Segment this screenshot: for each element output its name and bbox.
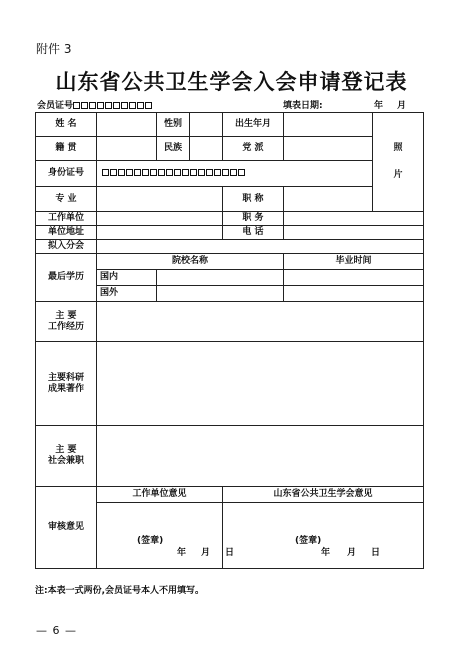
social-position-label (36, 426, 97, 487)
id-card-label: 身份证号 (36, 161, 97, 187)
society-opinion-area[interactable] (223, 503, 424, 569)
ethnic-value[interactable] (190, 137, 223, 161)
research-label-1: 主要科研 (47, 372, 84, 383)
domestic-school-value[interactable] (157, 270, 284, 286)
branch-label: 拟入分会 (36, 240, 97, 254)
position-label: 职 务 (223, 212, 284, 226)
research-value[interactable] (97, 342, 424, 426)
research-label (36, 342, 97, 426)
major-value[interactable] (97, 187, 223, 212)
work-experience-label (36, 302, 97, 342)
abroad-grad-value[interactable] (284, 286, 424, 302)
social-position-value[interactable] (97, 426, 424, 487)
social-position-label-2: 社会兼职 (47, 456, 84, 466)
fill-date-year: 年 (374, 101, 384, 111)
attachment-label: 附件 3 (36, 42, 72, 56)
unit-seal-label: (签章) (137, 535, 164, 546)
gender-label: 性别 (157, 113, 190, 137)
society-seal-label: (签章) (295, 535, 322, 546)
unit-address-value[interactable] (97, 226, 223, 240)
work-experience-label-1: 主 要 (55, 310, 77, 321)
member-number-field (37, 98, 153, 111)
abroad-label: 国外 (97, 286, 157, 302)
native-value[interactable] (97, 137, 157, 161)
unit-address-label: 单位地址 (36, 226, 97, 240)
abroad-school-value[interactable] (157, 286, 284, 302)
unit-opinion-header: 工作单位意见 (97, 487, 223, 503)
party-label: 党 派 (223, 137, 284, 161)
work-experience-value[interactable] (97, 302, 424, 342)
name-value[interactable] (97, 113, 157, 137)
member-number-label: 会员证号 (37, 101, 74, 111)
footnote: 注:本表一式两份,会员证号本人不用填写。 (35, 586, 205, 596)
application-form-table (35, 112, 424, 569)
form-title: 山东省公共卫生学会入会申请登记表 (55, 69, 408, 94)
name-label: 姓 名 (36, 113, 97, 137)
native-label: 籍 贯 (36, 137, 97, 161)
birth-value[interactable] (284, 113, 373, 137)
position-value[interactable] (284, 212, 424, 226)
title-label: 职 称 (223, 187, 284, 212)
education-label: 最后学历 (36, 254, 97, 302)
member-number-boxes (73, 101, 153, 111)
page-number: — 6 — (36, 624, 77, 637)
research-label-2: 成果著作 (47, 383, 84, 394)
work-unit-label: 工作单位 (36, 212, 97, 226)
society-day-label: 日 (371, 547, 381, 558)
fill-date-month: 月 (397, 101, 407, 111)
unit-opinion-area[interactable] (97, 503, 235, 569)
unit-month-label: 月 (201, 547, 211, 558)
work-experience-label-2: 工作经历 (47, 321, 84, 332)
branch-value[interactable] (97, 240, 424, 254)
major-label: 专 业 (36, 187, 97, 212)
title-value[interactable] (284, 187, 373, 212)
gender-value[interactable] (190, 113, 223, 137)
domestic-grad-value[interactable] (284, 270, 424, 286)
grad-time-header: 毕业时间 (284, 254, 424, 270)
phone-value[interactable] (284, 226, 424, 240)
work-unit-value[interactable] (97, 212, 223, 226)
fill-date-label: 填表日期: (283, 101, 323, 111)
society-opinion-header: 山东省公共卫生学会意见 (223, 487, 424, 503)
photo-label-1: 照 (393, 143, 403, 153)
id-card-boxes[interactable] (97, 161, 373, 187)
school-header: 院校名称 (97, 254, 284, 270)
photo-label-2: 片 (393, 170, 403, 180)
unit-day-label: 日 (225, 547, 235, 558)
photo-area[interactable] (373, 113, 424, 212)
unit-year-label: 年 (177, 547, 187, 558)
review-label: 审核意见 (36, 487, 97, 569)
phone-label: 电 话 (223, 226, 284, 240)
party-value[interactable] (284, 137, 373, 161)
society-month-label: 月 (347, 547, 357, 558)
domestic-label: 国内 (97, 270, 157, 286)
society-year-label: 年 (321, 547, 331, 558)
social-position-label-1: 主 要 (55, 445, 77, 455)
birth-label: 出生年月 (223, 113, 284, 137)
ethnic-label: 民族 (157, 137, 190, 161)
